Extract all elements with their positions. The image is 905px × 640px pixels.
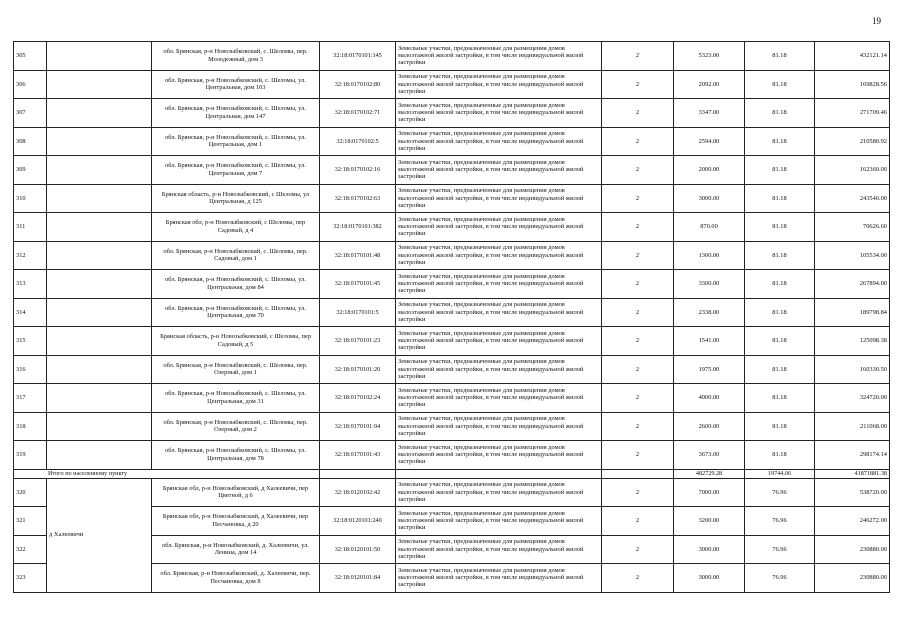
value-cell: 271709.46 <box>815 99 890 128</box>
rate-cell: 81.18 <box>745 327 815 356</box>
address-cell: обл. Брянская, р-н Новозыбковский, с. Шеломы, ул. Центральная, дом 7 <box>152 156 320 185</box>
address-cell: Брянская область, р-н Новозыбковский, с Шеломы, пер Садовый, д 5 <box>152 327 320 356</box>
category-cell: 2 <box>602 535 674 564</box>
area-cell: 2338.00 <box>674 298 745 327</box>
row-number: 318 <box>14 412 47 441</box>
table-row <box>14 355 890 384</box>
address-cell: обл. Брянская, р-н Новозыбковский, с. Шеломы, ул. Центральная, дом 31 <box>152 384 320 413</box>
category-cell: 2 <box>602 241 674 270</box>
row-number: 311 <box>14 213 47 242</box>
rate-cell: 81.18 <box>745 241 815 270</box>
land-use-cell: Земельные участки, предназначенные для размещения домов малоэтажной жилой застройки, в том числе индивидуальной жилой застройки <box>396 441 602 470</box>
category-cell: 2 <box>602 412 674 441</box>
land-use-cell: Земельные участки, предназначенные для размещения домов малоэтажной жилой застройки, в том числе индивидуальной жилой застройки <box>396 327 602 356</box>
category-cell: 2 <box>602 99 674 128</box>
rate-cell: 76.96 <box>745 564 815 593</box>
category-cell: 2 <box>602 327 674 356</box>
table-row <box>14 241 890 270</box>
value-cell: 246272.00 <box>815 507 890 536</box>
area-cell: 3200.00 <box>674 507 745 536</box>
value-cell: 243540.00 <box>815 184 890 213</box>
category-cell: 2 <box>602 184 674 213</box>
place-cell <box>47 412 152 441</box>
table-row <box>14 412 890 441</box>
cadastral-number: 32:18:0170101:20 <box>320 355 396 384</box>
table-body-before <box>14 42 890 470</box>
address-cell: обл. Брянская, р-н Новозыбковский, с. Шеломы, ул. Центральная, дом 1 <box>152 127 320 156</box>
cadastral-number: 32:18:0170101:94 <box>320 412 396 441</box>
category-cell: 2 <box>602 70 674 99</box>
value-cell: 169828.56 <box>815 70 890 99</box>
place-cell <box>47 384 152 413</box>
table-row <box>14 99 890 128</box>
value-cell: 189798.84 <box>815 298 890 327</box>
row-number: 310 <box>14 184 47 213</box>
cadastral-number: 32:18:0170102:24 <box>320 384 396 413</box>
value-cell: 210580.92 <box>815 127 890 156</box>
rate-cell: 81.18 <box>745 384 815 413</box>
area-cell: 3000.00 <box>674 184 745 213</box>
row-number: 309 <box>14 156 47 185</box>
row-number: 323 <box>14 564 47 593</box>
land-use-cell: Земельные участки, предназначенные для размещения домов малоэтажной жилой застройки, в том числе индивидуальной жилой застройки <box>396 298 602 327</box>
address-cell: обл. Брянская, р-н Новозыбковский, с. Шеломы, ул. Центральная, дом 78 <box>152 441 320 470</box>
rate-cell: 81.18 <box>745 70 815 99</box>
value-cell: 162360.00 <box>815 156 890 185</box>
rate-cell: 76.96 <box>745 478 815 507</box>
cadastral-number: 32:18:0170102:71 <box>320 99 396 128</box>
place-name: д Халеевичи <box>47 478 152 592</box>
value-cell: 230880.00 <box>815 535 890 564</box>
category-cell: 2 <box>602 270 674 299</box>
category-cell: 2 <box>602 298 674 327</box>
row-number: 307 <box>14 99 47 128</box>
table-row <box>14 42 890 71</box>
cadastral-number: 32:18:0170101:43 <box>320 441 396 470</box>
cadastral-number: 32:18:0170101:145 <box>320 42 396 71</box>
land-use-cell: Земельные участки, предназначенные для размещения домов малоэтажной жилой застройки, в том числе индивидуальной жилой застройки <box>396 127 602 156</box>
address-cell: обл. Брянская, р-н Новозыбковский, д. Халеевичи, пер. Песчановка, дом 8 <box>152 564 320 593</box>
value-cell: 160330.50 <box>815 355 890 384</box>
cadastral-number: 32:18:0170102:80 <box>320 70 396 99</box>
land-use-cell: Земельные участки, предназначенные для размещения домов малоэтажной жилой застройки, в том числе индивидуальной жилой застройки <box>396 213 602 242</box>
row-number: 322 <box>14 535 47 564</box>
rate-cell: 81.18 <box>745 184 815 213</box>
value-cell: 105534.00 <box>815 241 890 270</box>
total-row <box>14 469 890 478</box>
row-number: 308 <box>14 127 47 156</box>
place-cell <box>47 156 152 185</box>
place-cell <box>47 213 152 242</box>
value-cell: 70626.60 <box>815 213 890 242</box>
area-cell: 3000.00 <box>674 564 745 593</box>
table-row <box>14 327 890 356</box>
rate-cell: 81.18 <box>745 270 815 299</box>
address-cell: обл. Брянская, р-н Новозыбковский, с. Шеломы, ул. Центральная, дом 147 <box>152 99 320 128</box>
land-use-cell: Земельные участки, предназначенные для размещения домов малоэтажной жилой застройки, в том числе индивидуальной жилой застройки <box>396 412 602 441</box>
address-cell: обл. Брянская, р-н Новозыбковский, с. Шеломы, пер. Молодежный, дом 3 <box>152 42 320 71</box>
area-cell: 1300.00 <box>674 241 745 270</box>
land-use-cell: Земельные участки, предназначенные для размещения домов малоэтажной жилой застройки, в том числе индивидуальной жилой застройки <box>396 184 602 213</box>
total-rate: 19744.06 <box>745 469 815 478</box>
land-use-cell: Земельные участки, предназначенные для размещения домов малоэтажной жилой застройки, в том числе индивидуальной жилой застройки <box>396 384 602 413</box>
area-cell: 5323.00 <box>674 42 745 71</box>
table-row <box>14 127 890 156</box>
cadastral-number: 32:18:0170102:63 <box>320 184 396 213</box>
category-cell: 2 <box>602 564 674 593</box>
land-use-cell: Земельные участки, предназначенные для размещения домов малоэтажной жилой застройки, в том числе индивидуальной жилой застройки <box>396 156 602 185</box>
category-cell: 2 <box>602 42 674 71</box>
category-cell: 2 <box>602 441 674 470</box>
rate-cell: 81.18 <box>745 99 815 128</box>
rate-cell: 81.18 <box>745 213 815 242</box>
area-cell: 2594.00 <box>674 127 745 156</box>
category-cell: 2 <box>602 213 674 242</box>
cadastral-number: 32:18:0120101:50 <box>320 535 396 564</box>
rate-cell: 81.18 <box>745 298 815 327</box>
value-cell: 267894.00 <box>815 270 890 299</box>
rate-cell: 81.18 <box>745 412 815 441</box>
table-row <box>14 441 890 470</box>
address-cell: обл. Брянская, р-н Новозыбковский, с. Шеломы, ул. Центральная, дом 103 <box>152 70 320 99</box>
value-cell: 211068.00 <box>815 412 890 441</box>
place-cell <box>47 241 152 270</box>
area-cell: 2000.00 <box>674 156 745 185</box>
value-cell: 538720.00 <box>815 478 890 507</box>
total-label: Итого по населенному пункту <box>14 469 320 478</box>
category-cell: 2 <box>602 507 674 536</box>
table-body-after <box>14 478 890 592</box>
address-cell: Брянская обл, р-н Новозыбковский, с Шеломы, пер Садовый, д 4 <box>152 213 320 242</box>
cadastral-number: 32:18:0170101:5 <box>320 298 396 327</box>
place-cell <box>47 270 152 299</box>
area-cell: 3673.00 <box>674 441 745 470</box>
land-use-cell: Земельные участки, предназначенные для размещения домов малоэтажной жилой застройки, в том числе индивидуальной жилой застройки <box>396 70 602 99</box>
total-value: 41871881.38 <box>815 469 890 478</box>
area-cell: 7000.00 <box>674 478 745 507</box>
land-use-cell: Земельные участки, предназначенные для размещения домов малоэтажной жилой застройки, в том числе индивидуальной жилой застройки <box>396 42 602 71</box>
area-cell: 1975.00 <box>674 355 745 384</box>
address-cell: обл. Брянская, р-н Новозыбковский, с. Шеломы, пер. Озерный, дом 2 <box>152 412 320 441</box>
table-body-total <box>14 469 890 478</box>
cadastral-number: 32:18:0170101:382 <box>320 213 396 242</box>
place-cell <box>47 184 152 213</box>
value-cell: 125098.38 <box>815 327 890 356</box>
land-use-cell: Земельные участки, предназначенные для размещения домов малоэтажной жилой застройки, в том числе индивидуальной жилой застройки <box>396 507 602 536</box>
land-use-cell: Земельные участки, предназначенные для размещения домов малоэтажной жилой застройки, в том числе индивидуальной жилой застройки <box>396 535 602 564</box>
rate-cell: 76.96 <box>745 535 815 564</box>
category-cell: 2 <box>602 384 674 413</box>
cadastral-number: 32:18:0170101:45 <box>320 270 396 299</box>
rate-cell: 81.18 <box>745 156 815 185</box>
place-cell <box>47 327 152 356</box>
rate-cell: 76.96 <box>745 507 815 536</box>
address-cell: Брянская обл, р-н Новозыбковский, д Халеевичи, пер Песчановка, д 20 <box>152 507 320 536</box>
cadastral-number: 32:18:0120101:240 <box>320 507 396 536</box>
cadastral-number: 32:18:0170102:5 <box>320 127 396 156</box>
value-cell: 230880.00 <box>815 564 890 593</box>
table-row <box>14 184 890 213</box>
address-cell: обл. Брянская, р-н Новозыбковский, с. Шеломы, пер. Озерный, дом 1 <box>152 355 320 384</box>
category-cell: 2 <box>602 127 674 156</box>
row-number: 319 <box>14 441 47 470</box>
land-use-cell: Земельные участки, предназначенные для размещения домов малоэтажной жилой застройки, в том числе индивидуальной жилой застройки <box>396 355 602 384</box>
place-cell <box>47 441 152 470</box>
area-cell: 2092.00 <box>674 70 745 99</box>
cadastral-number: 32:18:0170102:16 <box>320 156 396 185</box>
table-row <box>14 478 890 507</box>
place-cell <box>47 355 152 384</box>
rate-cell: 81.18 <box>745 441 815 470</box>
land-use-cell: Земельные участки, предназначенные для размещения домов малоэтажной жилой застройки, в том числе индивидуальной жилой застройки <box>396 478 602 507</box>
cadastral-number: 32:18:0120102:42 <box>320 478 396 507</box>
cadastral-number: 32:18:0170101:48 <box>320 241 396 270</box>
category-cell: 2 <box>602 478 674 507</box>
row-number: 306 <box>14 70 47 99</box>
total-area: 482729.28 <box>674 469 745 478</box>
place-cell <box>47 70 152 99</box>
table-row <box>14 384 890 413</box>
address-cell: обл. Брянская, р-н Новозыбковский, д. Халеевичи, ул. Ленина, дом 14 <box>152 535 320 564</box>
address-cell: обл. Брянская, р-н Новозыбковский, с. Шеломы, ул. Центральная, дом 70 <box>152 298 320 327</box>
value-cell: 298174.14 <box>815 441 890 470</box>
table-row <box>14 270 890 299</box>
cadastral-value-table <box>13 41 890 593</box>
row-number: 316 <box>14 355 47 384</box>
value-cell: 324720.00 <box>815 384 890 413</box>
row-number: 313 <box>14 270 47 299</box>
row-number: 317 <box>14 384 47 413</box>
address-cell: обл. Брянская, р-н Новозыбковский, с. Шеломы, ул. Центральная, дом 84 <box>152 270 320 299</box>
address-cell: Брянская область, р-н Новозыбковский, с Шеломы, ул Центральная, д 125 <box>152 184 320 213</box>
row-number: 320 <box>14 478 47 507</box>
place-cell <box>47 298 152 327</box>
land-use-cell: Земельные участки, предназначенные для размещения домов малоэтажной жилой застройки, в том числе индивидуальной жилой застройки <box>396 241 602 270</box>
area-cell: 1541.00 <box>674 327 745 356</box>
address-cell: Брянская обл, р-н Новозыбковский, д Халеевичи, пер Цветной, д 6 <box>152 478 320 507</box>
area-cell: 2600.00 <box>674 412 745 441</box>
rate-cell: 81.18 <box>745 355 815 384</box>
table-row <box>14 70 890 99</box>
page-number: 19 <box>872 16 881 26</box>
category-cell: 2 <box>602 156 674 185</box>
table-row <box>14 213 890 242</box>
value-cell: 432121.14 <box>815 42 890 71</box>
place-cell <box>47 42 152 71</box>
row-number: 314 <box>14 298 47 327</box>
area-cell: 3300.00 <box>674 270 745 299</box>
cadastral-number: 32:18:0170101:23 <box>320 327 396 356</box>
table-row <box>14 156 890 185</box>
place-cell <box>47 99 152 128</box>
row-number: 305 <box>14 42 47 71</box>
row-number: 315 <box>14 327 47 356</box>
category-cell: 2 <box>602 355 674 384</box>
land-use-cell: Земельные участки, предназначенные для размещения домов малоэтажной жилой застройки, в том числе индивидуальной жилой застройки <box>396 564 602 593</box>
land-use-cell: Земельные участки, предназначенные для размещения домов малоэтажной жилой застройки, в том числе индивидуальной жилой застройки <box>396 99 602 128</box>
cadastral-number: 32:18:0120101:84 <box>320 564 396 593</box>
rate-cell: 81.18 <box>745 127 815 156</box>
land-use-cell: Земельные участки, предназначенные для размещения домов малоэтажной жилой застройки, в том числе индивидуальной жилой застройки <box>396 270 602 299</box>
area-cell: 3000.00 <box>674 535 745 564</box>
row-number: 312 <box>14 241 47 270</box>
address-cell: обл. Брянская, р-н Новозыбковский, с. Шеломы, пер. Садовый, дом 1 <box>152 241 320 270</box>
table-row <box>14 298 890 327</box>
area-cell: 870.00 <box>674 213 745 242</box>
area-cell: 4000.00 <box>674 384 745 413</box>
row-number: 321 <box>14 507 47 536</box>
area-cell: 3347.00 <box>674 99 745 128</box>
rate-cell: 81.18 <box>745 42 815 71</box>
place-cell <box>47 127 152 156</box>
